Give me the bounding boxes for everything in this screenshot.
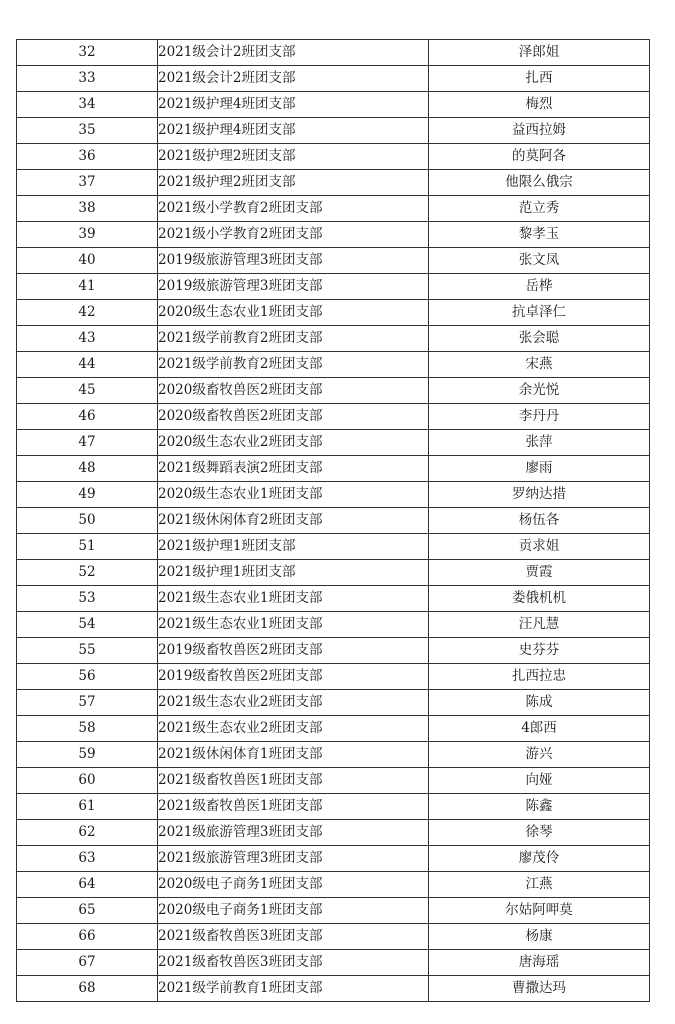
table-row (17, 40, 650, 66)
row-number: 55 (17, 638, 158, 664)
table-row (17, 300, 650, 326)
league-branch: 2021级护理2班团支部 (158, 144, 429, 170)
table-row (17, 534, 650, 560)
table-row (17, 482, 650, 508)
league-branch: 2020级生态农业1班团支部 (158, 300, 429, 326)
member-name: 抗卓泽仁 (429, 300, 650, 326)
row-number: 38 (17, 196, 158, 222)
row-number: 65 (17, 898, 158, 924)
member-name: 江燕 (429, 872, 650, 898)
member-name: 张萍 (429, 430, 650, 456)
league-branch: 2021级护理1班团支部 (158, 534, 429, 560)
table-row (17, 820, 650, 846)
league-branch: 2021级休闲体育1班团支部 (158, 742, 429, 768)
row-number: 34 (17, 92, 158, 118)
row-number: 68 (17, 976, 158, 1002)
member-name: 宋燕 (429, 352, 650, 378)
table-row (17, 352, 650, 378)
table-row (17, 66, 650, 92)
row-number: 53 (17, 586, 158, 612)
league-branch: 2021级畜牧兽医3班团支部 (158, 950, 429, 976)
table-row (17, 430, 650, 456)
league-branch: 2021级生态农业2班团支部 (158, 690, 429, 716)
row-number: 48 (17, 456, 158, 482)
member-name: 梅烈 (429, 92, 650, 118)
league-branch: 2021级会计2班团支部 (158, 40, 429, 66)
league-branch: 2019级畜牧兽医2班团支部 (158, 664, 429, 690)
table-row (17, 872, 650, 898)
league-branch: 2019级旅游管理3班团支部 (158, 274, 429, 300)
league-branch: 2021级休闲体育2班团支部 (158, 508, 429, 534)
league-branch: 2021级护理1班团支部 (158, 560, 429, 586)
table-row (17, 508, 650, 534)
table-row (17, 716, 650, 742)
league-branch: 2020级生态农业1班团支部 (158, 482, 429, 508)
roster-table-body (17, 40, 650, 1002)
row-number: 63 (17, 846, 158, 872)
member-name: 唐海瑶 (429, 950, 650, 976)
member-name: 陈成 (429, 690, 650, 716)
member-name: 杨康 (429, 924, 650, 950)
league-branch: 2020级畜牧兽医2班团支部 (158, 404, 429, 430)
league-branch: 2021级会计2班团支部 (158, 66, 429, 92)
row-number: 40 (17, 248, 158, 274)
table-row (17, 248, 650, 274)
table-row (17, 846, 650, 872)
member-name: 徐琴 (429, 820, 650, 846)
league-branch: 2021级生态农业1班团支部 (158, 586, 429, 612)
league-branch: 2019级旅游管理3班团支部 (158, 248, 429, 274)
row-number: 66 (17, 924, 158, 950)
member-name: 向娅 (429, 768, 650, 794)
member-name: 泽郎姐 (429, 40, 650, 66)
row-number: 36 (17, 144, 158, 170)
member-name: 岳桦 (429, 274, 650, 300)
row-number: 64 (17, 872, 158, 898)
row-number: 45 (17, 378, 158, 404)
table-row (17, 222, 650, 248)
league-branch: 2020级电子商务1班团支部 (158, 898, 429, 924)
member-name: 李丹丹 (429, 404, 650, 430)
row-number: 32 (17, 40, 158, 66)
member-name: 娄俄机机 (429, 586, 650, 612)
table-row (17, 456, 650, 482)
member-name: 贡求姐 (429, 534, 650, 560)
member-name: 廖雨 (429, 456, 650, 482)
member-name: 陈鑫 (429, 794, 650, 820)
member-name: 罗纳达措 (429, 482, 650, 508)
row-number: 39 (17, 222, 158, 248)
row-number: 47 (17, 430, 158, 456)
table-row (17, 170, 650, 196)
row-number: 41 (17, 274, 158, 300)
table-row (17, 664, 650, 690)
table-row (17, 326, 650, 352)
row-number: 57 (17, 690, 158, 716)
row-number: 60 (17, 768, 158, 794)
member-name: 扎西 (429, 66, 650, 92)
row-number: 42 (17, 300, 158, 326)
member-name: 廖茂伶 (429, 846, 650, 872)
table-row (17, 924, 650, 950)
table-row (17, 950, 650, 976)
league-branch: 2021级学前教育1班团支部 (158, 976, 429, 1002)
table-row (17, 274, 650, 300)
row-number: 35 (17, 118, 158, 144)
member-name: 扎西拉忠 (429, 664, 650, 690)
row-number: 56 (17, 664, 158, 690)
league-branch: 2020级畜牧兽医2班团支部 (158, 378, 429, 404)
member-name: 余光悦 (429, 378, 650, 404)
member-name: 他限么俄宗 (429, 170, 650, 196)
member-name: 的莫阿各 (429, 144, 650, 170)
table-row (17, 196, 650, 222)
table-row (17, 404, 650, 430)
table-row (17, 976, 650, 1002)
member-name: 曹撒达玛 (429, 976, 650, 1002)
league-branch: 2021级学前教育2班团支部 (158, 326, 429, 352)
table-row (17, 794, 650, 820)
table-row (17, 768, 650, 794)
table-row (17, 378, 650, 404)
table-row (17, 638, 650, 664)
row-number: 44 (17, 352, 158, 378)
member-name: 4郎西 (429, 716, 650, 742)
row-number: 50 (17, 508, 158, 534)
table-row (17, 898, 650, 924)
row-number: 43 (17, 326, 158, 352)
table-row (17, 92, 650, 118)
league-branch: 2021级护理2班团支部 (158, 170, 429, 196)
league-branch: 2021级畜牧兽医1班团支部 (158, 768, 429, 794)
league-branch: 2021级旅游管理3班团支部 (158, 820, 429, 846)
table-row (17, 144, 650, 170)
league-branch: 2021级护理4班团支部 (158, 92, 429, 118)
league-branch: 2021级生态农业2班团支部 (158, 716, 429, 742)
table-row (17, 690, 650, 716)
member-name: 汪凡慧 (429, 612, 650, 638)
row-number: 54 (17, 612, 158, 638)
row-number: 52 (17, 560, 158, 586)
member-name: 贾霞 (429, 560, 650, 586)
row-number: 61 (17, 794, 158, 820)
table-row (17, 742, 650, 768)
league-branch: 2019级畜牧兽医2班团支部 (158, 638, 429, 664)
roster-table (16, 39, 650, 1002)
member-name: 黎孝玉 (429, 222, 650, 248)
league-branch: 2021级畜牧兽医3班团支部 (158, 924, 429, 950)
member-name: 张会聪 (429, 326, 650, 352)
member-name: 益西拉姆 (429, 118, 650, 144)
league-branch: 2021级生态农业1班团支部 (158, 612, 429, 638)
row-number: 33 (17, 66, 158, 92)
member-name: 张文凤 (429, 248, 650, 274)
row-number: 37 (17, 170, 158, 196)
league-branch: 2020级生态农业2班团支部 (158, 430, 429, 456)
league-branch: 2021级舞蹈表演2班团支部 (158, 456, 429, 482)
row-number: 49 (17, 482, 158, 508)
row-number: 59 (17, 742, 158, 768)
league-branch: 2021级小学教育2班团支部 (158, 222, 429, 248)
table-row (17, 560, 650, 586)
member-name: 范立秀 (429, 196, 650, 222)
league-branch: 2021级畜牧兽医1班团支部 (158, 794, 429, 820)
row-number: 58 (17, 716, 158, 742)
league-branch: 2021级小学教育2班团支部 (158, 196, 429, 222)
league-branch: 2021级旅游管理3班团支部 (158, 846, 429, 872)
league-branch: 2021级护理4班团支部 (158, 118, 429, 144)
member-name: 杨伍各 (429, 508, 650, 534)
league-branch: 2020级电子商务1班团支部 (158, 872, 429, 898)
row-number: 51 (17, 534, 158, 560)
table-row (17, 118, 650, 144)
row-number: 46 (17, 404, 158, 430)
league-branch: 2021级学前教育2班团支部 (158, 352, 429, 378)
row-number: 67 (17, 950, 158, 976)
member-name: 史芬芬 (429, 638, 650, 664)
row-number: 62 (17, 820, 158, 846)
table-row (17, 586, 650, 612)
member-name: 游兴 (429, 742, 650, 768)
member-name: 尔姑阿呷莫 (429, 898, 650, 924)
table-row (17, 612, 650, 638)
